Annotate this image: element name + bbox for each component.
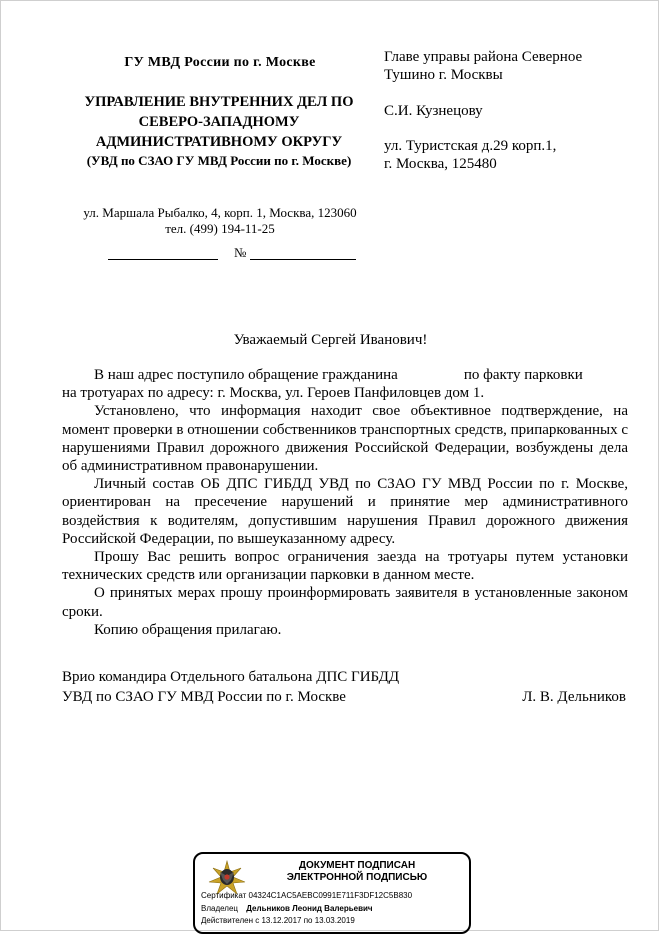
recipient-line1: Главе управы района Северное	[384, 49, 583, 65]
paragraph-1	[62, 366, 628, 384]
recipient-address-line2: г. Москва, 125480	[384, 156, 497, 172]
stamp-certificate: Сертификат 04324C1AC5AEBC0991E711F3DF12C5B830	[201, 891, 413, 900]
greeting: Уважаемый Сергей Иванович!	[233, 332, 428, 348]
paragraph-2: Установлено, что информация находит свое объективное подтверждение, на момент проверки в отношении собственников транспортных средств, припаркованных с нарушениями Правил дорожного движения Российской Федерации, возбуждены дела об административном правонарушении.	[62, 403, 629, 475]
paragraph-3: Личный состав ОБ ДПС ГИБДД УВД по СЗАО ГУ МВД России по г. Москве, ориентирован на пресечение нарушений и принятие мер административного воздействия к водителям, допустившим нарушения Правил дорожного движения Российской Федерации, по вышеуказанному адресу.	[62, 476, 628, 547]
signer-title-row	[62, 687, 628, 707]
stamp-heading-2: ЭЛЕКТРОННОЙ ПОДПИСЬЮ	[286, 872, 428, 883]
recipient-address	[384, 137, 556, 173]
stamp-owner-row	[201, 904, 373, 914]
signature-block	[62, 667, 628, 707]
number-sign: №	[234, 245, 247, 260]
paragraph-5: О принятых мерах прошу проинформировать заявителя в установленные законом сроки.	[62, 585, 628, 620]
org-phone: тел. (499) 194-11-25	[165, 221, 275, 236]
number-line	[250, 259, 356, 260]
stamp-heading-1: ДОКУМЕНТ ПОДПИСАН	[298, 860, 416, 871]
stamp-owner-label: Владелец	[201, 904, 239, 913]
stamp-validity: Действителен с 13.12.2017 по 13.03.2019	[201, 916, 355, 925]
signer-title-2: УВД по СЗАО ГУ МВД России по г. Москве	[62, 689, 346, 705]
paragraph-1-start: В наш адрес поступило обращение гражданина	[94, 367, 398, 383]
stamp-owner: Дельников Леонид Валерьевич	[246, 904, 373, 913]
letterhead-contacts	[61, 205, 379, 237]
recipient-address-line1: ул. Туристская д.29 корп.1,	[384, 138, 557, 154]
paragraph-6: Копию обращения прилагаю.	[94, 621, 282, 638]
org-address: ул. Маршала Рыбалко, 4, корп. 1, Москва, 123060	[83, 205, 357, 220]
department-name: УПРАВЛЕНИЕ ВНУТРЕННИХ ДЕЛ ПО СЕВЕРО-ЗАПАДНОМУ АДМИНИСТРАТИВНОМУ ОКРУГУ	[84, 94, 354, 150]
date-line	[108, 259, 218, 260]
signer-title-1: Врио командира Отдельного батальона ДПС ГИБДД	[62, 669, 400, 685]
recipient-block	[384, 48, 582, 84]
paragraph-1-end: по факту парковки	[463, 367, 583, 383]
stamp-heading	[257, 860, 457, 884]
recipient-line2: Тушино г. Москвы	[384, 67, 503, 83]
org-title: ГУ МВД России по г. Москве	[124, 55, 316, 70]
signer-name: Л. В. Дельников	[522, 689, 626, 705]
letter-body	[62, 366, 628, 639]
electronic-signature-stamp	[193, 852, 471, 934]
recipient-name: С.И. Кузнецову	[384, 103, 483, 119]
department-short-name: (УВД по СЗАО ГУ МВД России по г. Москве)	[86, 153, 352, 168]
paragraph-4: Прошу Вас решить вопрос ограничения заезда на тротуары путем установки технических средств или организации парковки в данном месте.	[62, 549, 628, 584]
paragraph-1-cont: на тротуарах по адресу: г. Москва, ул. Героев Панфиловцев дом 1.	[62, 385, 485, 402]
